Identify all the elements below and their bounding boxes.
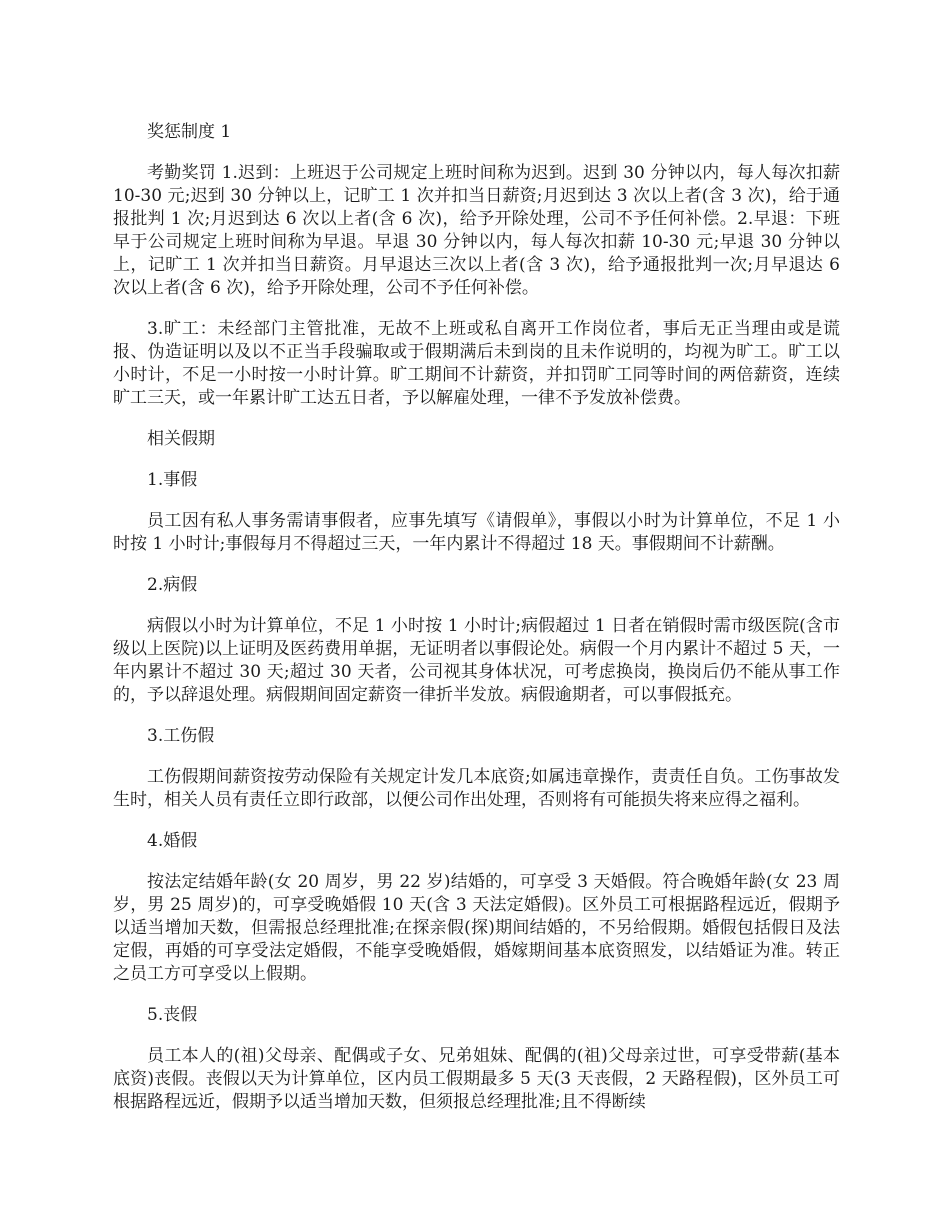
document-title: 奖惩制度 1 (147, 122, 232, 142)
attendance-paragraph: 考勤奖罚 1.迟到：上班迟于公司规定上班时间称为迟到。迟到 30 分钟以内，每人每次扣薪 10-30 元;迟到 30 分钟以上，记旷工 1 次并扣当日薪资;月迟到达 3 次以上者(含 3 次)，给于通报批判 1 次;月迟到达 6 次以上者(含 6 次)，给予开除处理，公司不予任何补偿。2.早退：下班早于公司规定上班时间称为早退。早退 30 分钟以内，每人每次扣薪 10-30 元;早退 30 分钟以上，记旷工 1 次并扣当日薪资。月早退达三次以上者(含 3 次)，给予通报批判一次;月早退达 6 次以上者(含 6 次)，给予开除处理，公司不予任何补偿。 (113, 163, 840, 298)
personal-leave-paragraph: 员工因有私人事务需请事假者，应事先填写《请假单》，事假以小时为计算单位，不足 1 小时按 1 小时计;事假每月不得超过三天，一年内累计不得超过 18 天。事假期间不计薪酬。 (113, 511, 840, 554)
subheading-bereavement-leave: 5.丧假 (147, 1005, 198, 1025)
subheading-sick-leave: 2.病假 (147, 575, 198, 595)
marriage-leave-paragraph: 按法定结婚年龄(女 20 周岁，男 22 岁)结婚的，可享受 3 天婚假。符合晚婚年龄(女 23 周岁，男 25 周岁)的，可享受晚婚假 10 天(含 3 天法定婚假)。区外员工可根据路程远近，假期予以适当增加天数，但需报总经理批准;在探亲假(探)期间结婚的，不另给假期。婚假包括假日及法定假，再婚的可享受法定婚假，不能享受晚婚假，婚嫁期间基本底资照发，以结婚证为准。转正之员工方可享受以上假期。 (113, 872, 840, 984)
subheading-personal-leave: 1.事假 (147, 470, 198, 490)
injury-leave-paragraph: 工伤假期间薪资按劳动保险有关规定计发几本底资;如属违章操作，责责任自负。工伤事故发生时，相关人员有责任立即行政部，以便公司作出处理，否则将有可能损失将来应得之福利。 (113, 767, 840, 810)
sick-leave-paragraph: 病假以小时为计算单位，不足 1 小时按 1 小时计;病假超过 1 日者在销假时需市级医院(含市级以上医院)以上证明及医药费用单据，无证明者以事假论处。病假一个月内累计不超过 5 天，一年内累计不超过 30 天;超过 30 天者，公司视其身体状况，可考虑换岗，换岗后仍不能从事工作的，予以辞退处理。病假期间固定薪资一律折半发放。病假逾期者，可以事假抵充。 (113, 616, 840, 705)
absenteeism-paragraph: 3.旷工：未经部门主管批准，无故不上班或私自离开工作岗位者，事后无正当理由或是谎报、伪造证明以及以不正当手段骗取或于假期满后未到岗的且未作说明的，均视为旷工。旷工以小时计，不足一小时按一小时计算。旷工期间不计薪资，并扣罚旷工同等时间的两倍薪资，连续旷工三天，或一年累计旷工达五日者，予以解雇处理，一律不予发放补偿费。 (113, 319, 840, 408)
document-body (113, 121, 840, 1132)
section-heading-leave: 相关假期 (147, 429, 215, 449)
subheading-injury-leave: 3.工伤假 (147, 726, 215, 746)
subheading-marriage-leave: 4.婚假 (147, 831, 198, 851)
bereavement-leave-paragraph: 员工本人的(祖)父母亲、配偶或子女、兄弟姐妹、配偶的(祖)父母亲过世，可享受带薪(基本底资)丧假。丧假以天为计算单位，区内员工假期最多 5 天(3 天丧假，2 天路程假)，区外员工可根据路程远近，假期予以适当增加天数，但须报总经理批准;且不得断续 (113, 1046, 840, 1112)
